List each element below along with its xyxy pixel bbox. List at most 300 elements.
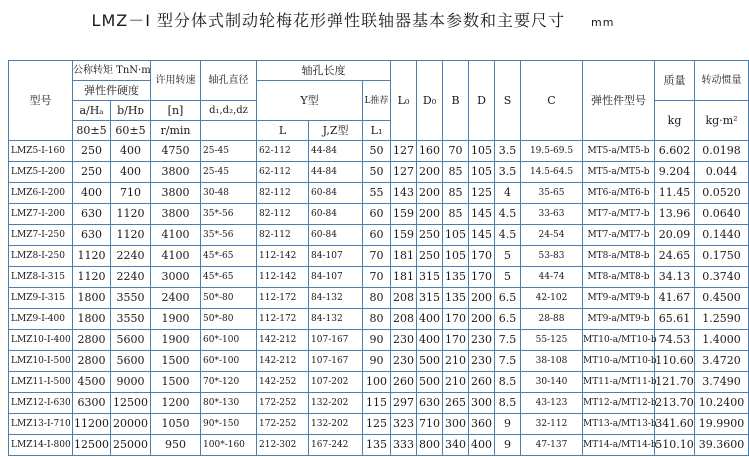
cell-s: 5 [495, 246, 521, 267]
header-s: S [495, 61, 521, 141]
cell-d0: 250 [417, 225, 443, 246]
header-elastic: 弹性件型号 [583, 61, 655, 141]
cell-model: LMZ8-Ⅰ-315 [9, 267, 73, 288]
cell-jz: 84-132 [309, 309, 363, 330]
cell-y: 82-112 [257, 204, 309, 225]
cell-d: 170 [469, 267, 495, 288]
header-hardness-b: b/Hᴅ [111, 101, 151, 121]
cell-el: MT14-a/MT14-b [583, 435, 655, 456]
cell-a: 2800 [73, 330, 111, 351]
cell-el: MT8-a/MT8-b [583, 267, 655, 288]
cell-model: LMZ8-Ⅰ-250 [9, 246, 73, 267]
cell-l0: 208 [391, 309, 417, 330]
cell-y: 142-212 [257, 351, 309, 372]
cell-m: 24.65 [655, 246, 695, 267]
cell-y: 172-252 [257, 414, 309, 435]
cell-c: 33-63 [521, 204, 583, 225]
cell-j: 0.1750 [695, 246, 749, 267]
cell-a: 4500 [73, 372, 111, 393]
cell-d: 400 [469, 435, 495, 456]
cell-a: 630 [73, 204, 111, 225]
cell-j: 0.0520 [695, 183, 749, 204]
table-row [9, 225, 749, 246]
header-hole-length: 轴孔长度 [257, 61, 391, 81]
cell-y: 112-172 [257, 288, 309, 309]
cell-y: 112-142 [257, 246, 309, 267]
header-mass: 质量 [655, 61, 695, 101]
cell-lr: 80 [363, 288, 391, 309]
cell-model: LMZ11-Ⅰ-500 [9, 372, 73, 393]
cell-b: 340 [443, 435, 469, 456]
table-row [9, 141, 749, 162]
cell-el: MT5-a/MT5-b [583, 162, 655, 183]
cell-m: 41.67 [655, 288, 695, 309]
cell-model: LMZ7-Ⅰ-250 [9, 225, 73, 246]
cell-m: 11.45 [655, 183, 695, 204]
cell-lr: 115 [363, 393, 391, 414]
cell-c: 42-102 [521, 288, 583, 309]
cell-model: LMZ7-Ⅰ-200 [9, 204, 73, 225]
cell-c: 30-140 [521, 372, 583, 393]
cell-d: 200 [469, 309, 495, 330]
table-header [9, 61, 749, 141]
cell-d: 170 [469, 246, 495, 267]
cell-y: 82-112 [257, 225, 309, 246]
cell-l0: 260 [391, 372, 417, 393]
cell-l0: 208 [391, 288, 417, 309]
cell-model: LMZ9-Ⅰ-400 [9, 309, 73, 330]
header-model: 型号 [9, 61, 73, 141]
header-l-rec: L推荐 [363, 81, 391, 121]
cell-s: 8.5 [495, 393, 521, 414]
cell-d0: 250 [417, 246, 443, 267]
cell-l0: 181 [391, 246, 417, 267]
cell-l0: 181 [391, 267, 417, 288]
cell-el: MT9-a/MT9-b [583, 309, 655, 330]
cell-d: 35*-56 [201, 225, 257, 246]
cell-d: 35*-56 [201, 204, 257, 225]
cell-j: 0.1440 [695, 225, 749, 246]
cell-d: 105 [469, 162, 495, 183]
cell-el: MT6-a/MT6-b [583, 183, 655, 204]
cell-m: 6.602 [655, 141, 695, 162]
cell-y: 112-142 [257, 267, 309, 288]
cell-d: 100*-160 [201, 435, 257, 456]
title-text: LMZ－Ⅰ 型分体式制动轮梅花形弹性联轴器基本参数和主要尺寸 [91, 11, 566, 30]
cell-b: 2240 [111, 246, 151, 267]
cell-b: 2240 [111, 267, 151, 288]
cell-j: 0.0198 [695, 141, 749, 162]
cell-b: 85 [443, 183, 469, 204]
cell-b: 5600 [111, 330, 151, 351]
cell-lr: 55 [363, 183, 391, 204]
cell-j: 10.2400 [695, 393, 749, 414]
cell-a: 400 [73, 183, 111, 204]
cell-el: MT13-a/MT13-b [583, 414, 655, 435]
cell-lr: 60 [363, 225, 391, 246]
cell-n: 3800 [151, 204, 201, 225]
cell-lr: 125 [363, 414, 391, 435]
cell-d0: 500 [417, 372, 443, 393]
cell-d: 90*-150 [201, 414, 257, 435]
cell-model: LMZ13-Ⅰ-710 [9, 414, 73, 435]
cell-el: MT10-a/MT10-b [583, 330, 655, 351]
cell-l0: 323 [391, 414, 417, 435]
cell-jz: 107-167 [309, 351, 363, 372]
spec-table [8, 60, 749, 456]
cell-lr: 60 [363, 204, 391, 225]
cell-j: 0.4500 [695, 288, 749, 309]
cell-b: 105 [443, 246, 469, 267]
cell-s: 6.5 [495, 288, 521, 309]
table-row [9, 246, 749, 267]
cell-d0: 400 [417, 330, 443, 351]
cell-a: 250 [73, 162, 111, 183]
cell-d: 260 [469, 372, 495, 393]
table-row [9, 393, 749, 414]
cell-j: 19.9900 [695, 414, 749, 435]
cell-l0: 127 [391, 141, 417, 162]
header-bore-sub: d₁,d₂,dz [201, 101, 257, 121]
cell-b: 300 [443, 414, 469, 435]
header-hardness-a: a/Hₐ [73, 101, 111, 121]
cell-c: 43-123 [521, 393, 583, 414]
cell-c: 14.5-64.5 [521, 162, 583, 183]
cell-m: 34.13 [655, 267, 695, 288]
cell-el: MT11-a/MT11-b [583, 372, 655, 393]
cell-y: 212-302 [257, 435, 309, 456]
cell-n: 1050 [151, 414, 201, 435]
cell-j: 0.3740 [695, 267, 749, 288]
cell-lr: 50 [363, 141, 391, 162]
cell-d0: 200 [417, 162, 443, 183]
cell-a: 1800 [73, 309, 111, 330]
cell-m: 510.10 [655, 435, 695, 456]
cell-m: 121.70 [655, 372, 695, 393]
cell-l0: 297 [391, 393, 417, 414]
header-speed: 许用转速 [151, 61, 201, 101]
cell-el: MT5-a/MT5-b [583, 141, 655, 162]
table-row [9, 162, 749, 183]
table-body [9, 141, 749, 456]
cell-s: 4 [495, 183, 521, 204]
cell-d0: 200 [417, 183, 443, 204]
header-b: B [443, 61, 469, 141]
cell-s: 4.5 [495, 204, 521, 225]
cell-el: MT9-a/MT9-b [583, 288, 655, 309]
cell-jz: 107-167 [309, 330, 363, 351]
header-hardness: 弹性件硬度 [73, 81, 151, 101]
table-row [9, 183, 749, 204]
cell-n: 1900 [151, 309, 201, 330]
cell-s: 9 [495, 414, 521, 435]
cell-a: 12500 [73, 435, 111, 456]
cell-jz: 84-132 [309, 288, 363, 309]
cell-m: 20.09 [655, 225, 695, 246]
cell-a: 1120 [73, 267, 111, 288]
cell-lr: 50 [363, 162, 391, 183]
cell-lr: 135 [363, 435, 391, 456]
cell-y: 112-172 [257, 309, 309, 330]
cell-el: MT10-a/MT10-b [583, 351, 655, 372]
cell-d: 50*-80 [201, 288, 257, 309]
cell-b: 1120 [111, 204, 151, 225]
cell-model: LMZ9-Ⅰ-315 [9, 288, 73, 309]
cell-d0: 500 [417, 351, 443, 372]
cell-n: 950 [151, 435, 201, 456]
cell-jz: 44-84 [309, 141, 363, 162]
table-row [9, 309, 749, 330]
cell-d: 60*-100 [201, 330, 257, 351]
cell-n: 4750 [151, 141, 201, 162]
header-c: C [521, 61, 583, 141]
cell-s: 4.5 [495, 225, 521, 246]
cell-n: 1900 [151, 330, 201, 351]
cell-n: 1500 [151, 351, 201, 372]
cell-m: 74.53 [655, 330, 695, 351]
cell-d: 60*-100 [201, 351, 257, 372]
cell-b: 3550 [111, 288, 151, 309]
cell-d: 70*-120 [201, 372, 257, 393]
cell-l0: 159 [391, 225, 417, 246]
cell-a: 630 [73, 225, 111, 246]
cell-m: 213.70 [655, 393, 695, 414]
header-hardness-b-val: 60±5 [111, 121, 151, 141]
cell-m: 13.96 [655, 204, 695, 225]
cell-jz: 60-84 [309, 204, 363, 225]
cell-b: 135 [443, 267, 469, 288]
table-row [9, 351, 749, 372]
cell-s: 6.5 [495, 309, 521, 330]
header-torque: 公称转矩 TnN·m [73, 61, 151, 81]
cell-y: 142-252 [257, 372, 309, 393]
cell-s: 7.5 [495, 330, 521, 351]
cell-b: 135 [443, 288, 469, 309]
cell-a: 2800 [73, 351, 111, 372]
cell-n: 2400 [151, 288, 201, 309]
cell-lr: 90 [363, 351, 391, 372]
table-row [9, 288, 749, 309]
cell-m: 65.61 [655, 309, 695, 330]
cell-d0: 800 [417, 435, 443, 456]
cell-c: 28-88 [521, 309, 583, 330]
cell-d0: 630 [417, 393, 443, 414]
cell-model: LMZ14-Ⅰ-800 [9, 435, 73, 456]
cell-jz: 107-202 [309, 372, 363, 393]
cell-b: 265 [443, 393, 469, 414]
cell-j: 39.3600 [695, 435, 749, 456]
cell-d: 45*-65 [201, 267, 257, 288]
header-jz-type [309, 121, 363, 141]
cell-d0: 315 [417, 288, 443, 309]
cell-s: 7.5 [495, 351, 521, 372]
cell-d: 50*-80 [201, 309, 257, 330]
cell-y: 62-112 [257, 141, 309, 162]
cell-el: MT7-a/MT7-b [583, 225, 655, 246]
cell-jz: 167-242 [309, 435, 363, 456]
cell-y: 82-112 [257, 183, 309, 204]
cell-d: 145 [469, 204, 495, 225]
cell-el: MT12-a/MT12-b [583, 393, 655, 414]
cell-s: 9 [495, 435, 521, 456]
cell-s: 3.5 [495, 141, 521, 162]
header-bore: 轴孔直径 [201, 61, 257, 101]
cell-b: 400 [111, 141, 151, 162]
cell-c: 44-74 [521, 267, 583, 288]
header-speed-unit: r/min [151, 121, 201, 141]
cell-jz: 44-84 [309, 162, 363, 183]
cell-b: 85 [443, 204, 469, 225]
cell-model: LMZ5-Ⅰ-200 [9, 162, 73, 183]
cell-lr: 100 [363, 372, 391, 393]
cell-b: 9000 [111, 372, 151, 393]
cell-l0: 230 [391, 351, 417, 372]
cell-y: 62-112 [257, 162, 309, 183]
cell-d: 360 [469, 414, 495, 435]
cell-j: 0.0640 [695, 204, 749, 225]
cell-a: 1800 [73, 288, 111, 309]
header-d0: D₀ [417, 61, 443, 141]
cell-c: 38-108 [521, 351, 583, 372]
table-row [9, 372, 749, 393]
cell-c: 47-137 [521, 435, 583, 456]
cell-c: 19.5-69.5 [521, 141, 583, 162]
cell-el: MT7-a/MT7-b [583, 204, 655, 225]
cell-jz: 132-202 [309, 414, 363, 435]
cell-b: 710 [111, 183, 151, 204]
cell-d0: 200 [417, 204, 443, 225]
cell-d0: 160 [417, 141, 443, 162]
cell-d: 145 [469, 225, 495, 246]
table-row [9, 435, 749, 456]
header-speed-n: [n] [151, 101, 201, 121]
cell-a: 6300 [73, 393, 111, 414]
cell-d: 45*-65 [201, 246, 257, 267]
cell-n: 4100 [151, 246, 201, 267]
cell-j: 3.7490 [695, 372, 749, 393]
cell-m: 9.204 [655, 162, 695, 183]
cell-d0: 400 [417, 309, 443, 330]
cell-l0: 127 [391, 162, 417, 183]
cell-s: 5 [495, 267, 521, 288]
header-bore-blank [201, 121, 257, 141]
cell-j: 3.4720 [695, 351, 749, 372]
cell-d0: 315 [417, 267, 443, 288]
cell-j: 1.2590 [695, 309, 749, 330]
cell-n: 1200 [151, 393, 201, 414]
cell-b: 5600 [111, 351, 151, 372]
cell-c: 24-54 [521, 225, 583, 246]
cell-s: 8.5 [495, 372, 521, 393]
cell-j: 1.4000 [695, 330, 749, 351]
cell-c: 35-65 [521, 183, 583, 204]
cell-b: 170 [443, 330, 469, 351]
table-row [9, 267, 749, 288]
cell-d: 200 [469, 288, 495, 309]
cell-n: 4100 [151, 225, 201, 246]
cell-l0: 230 [391, 330, 417, 351]
page-title [0, 8, 706, 31]
header-d: D [469, 61, 495, 141]
cell-c: 55-125 [521, 330, 583, 351]
header-inertia: 转动惯量 [695, 61, 749, 101]
cell-lr: 70 [363, 246, 391, 267]
cell-jz: 60-84 [309, 225, 363, 246]
cell-n: 3800 [151, 162, 201, 183]
cell-b: 20000 [111, 414, 151, 435]
cell-jz: 60-84 [309, 183, 363, 204]
cell-y: 142-212 [257, 330, 309, 351]
cell-b: 85 [443, 162, 469, 183]
header-l0: L₀ [391, 61, 417, 141]
cell-c: 53-83 [521, 246, 583, 267]
cell-d: 25-45 [201, 162, 257, 183]
cell-b: 210 [443, 351, 469, 372]
header-L: L [257, 121, 309, 141]
cell-j: 0.044 [695, 162, 749, 183]
cell-l0: 333 [391, 435, 417, 456]
cell-model: LMZ5-Ⅰ-160 [9, 141, 73, 162]
cell-model: LMZ10-Ⅰ-400 [9, 330, 73, 351]
cell-jz: 132-202 [309, 393, 363, 414]
cell-lr: 90 [363, 330, 391, 351]
cell-l0: 143 [391, 183, 417, 204]
cell-lr: 80 [363, 309, 391, 330]
cell-model: LMZ10-Ⅰ-500 [9, 351, 73, 372]
cell-d: 300 [469, 393, 495, 414]
cell-c: 32-112 [521, 414, 583, 435]
cell-l0: 159 [391, 204, 417, 225]
table-row [9, 204, 749, 225]
header-y-type: Y型 [257, 81, 363, 121]
cell-y: 172-252 [257, 393, 309, 414]
header-hardness-a-val: 80±5 [73, 121, 111, 141]
header-inertia-unit: kg·m² [695, 101, 749, 141]
header-mass-unit: kg [655, 101, 695, 141]
header-jz-label: J,Z型 [322, 123, 349, 137]
cell-model: LMZ6-Ⅰ-200 [9, 183, 73, 204]
cell-b: 12500 [111, 393, 151, 414]
cell-b: 105 [443, 225, 469, 246]
table-row [9, 330, 749, 351]
cell-b: 400 [111, 162, 151, 183]
cell-d: 80*-130 [201, 393, 257, 414]
cell-a: 1120 [73, 246, 111, 267]
cell-s: 3.5 [495, 162, 521, 183]
cell-b: 25000 [111, 435, 151, 456]
cell-n: 1500 [151, 372, 201, 393]
table-row [9, 414, 749, 435]
cell-m: 341.60 [655, 414, 695, 435]
cell-b: 170 [443, 309, 469, 330]
cell-d: 105 [469, 141, 495, 162]
cell-a: 250 [73, 141, 111, 162]
cell-lr: 70 [363, 267, 391, 288]
cell-jz: 84-107 [309, 267, 363, 288]
cell-el: MT8-a/MT8-b [583, 246, 655, 267]
cell-d: 125 [469, 183, 495, 204]
cell-b: 210 [443, 372, 469, 393]
cell-n: 3800 [151, 183, 201, 204]
cell-m: 110.60 [655, 351, 695, 372]
cell-b: 1120 [111, 225, 151, 246]
cell-d: 30-48 [201, 183, 257, 204]
cell-a: 11200 [73, 414, 111, 435]
header-L1: L₁ [363, 121, 391, 141]
cell-n: 3000 [151, 267, 201, 288]
cell-b: 70 [443, 141, 469, 162]
cell-d: 230 [469, 351, 495, 372]
